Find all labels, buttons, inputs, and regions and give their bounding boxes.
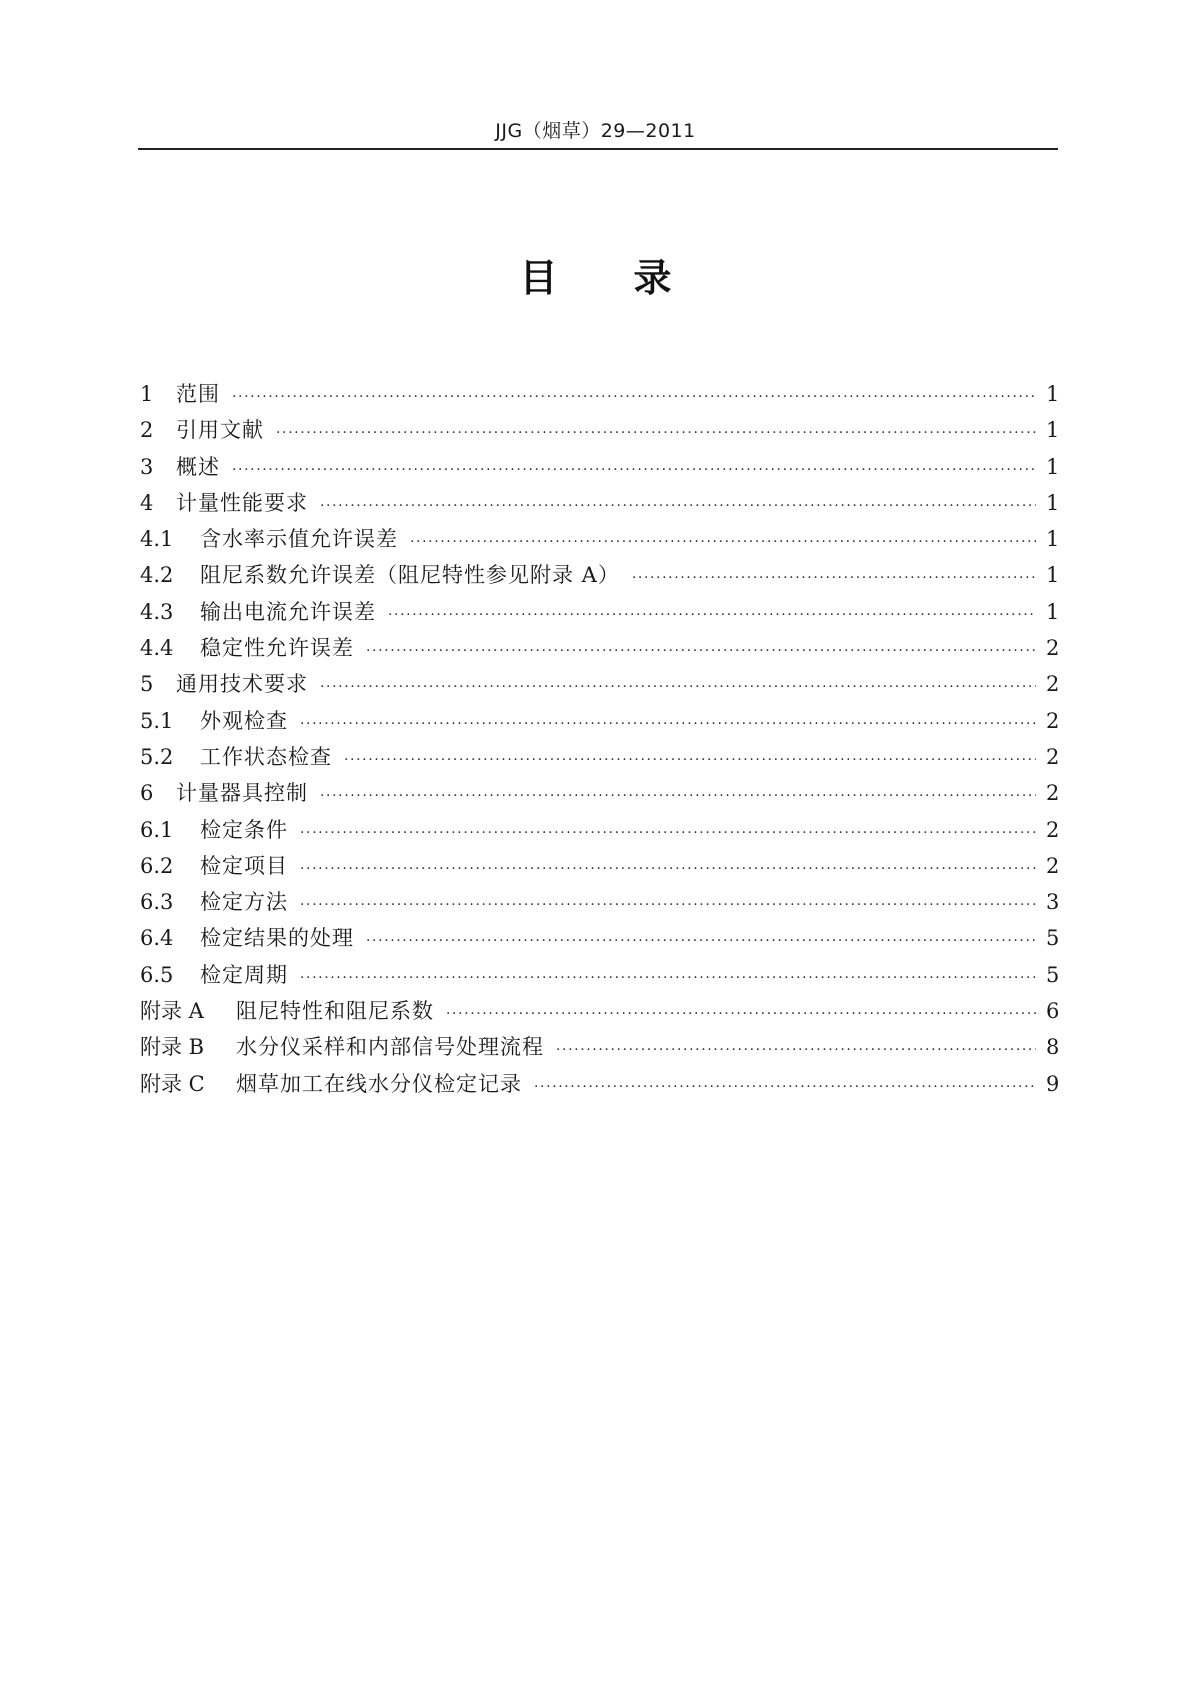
toc-entry-page: 5 — [1046, 962, 1060, 987]
toc-entry[interactable] — [140, 412, 1058, 448]
toc-entry-title: 外观检查 — [200, 708, 288, 733]
toc-entry-page: 1 — [1046, 418, 1060, 443]
toc-entry-title: 计量器具控制 — [176, 781, 308, 806]
toc-entry[interactable] — [140, 775, 1058, 811]
toc-dot-leader — [366, 923, 1036, 959]
toc-entry-title: 水分仪采样和内部信号处理流程 — [236, 1035, 544, 1060]
document-code: JJG（烟草）29—2011 — [495, 120, 696, 142]
toc-dot-leader — [300, 851, 1036, 887]
toc-entry[interactable] — [140, 739, 1058, 775]
toc-entry[interactable] — [140, 594, 1058, 630]
toc-entry-page: 2 — [1046, 708, 1060, 733]
toc-dot-leader — [320, 778, 1036, 814]
page-title: 目录 — [519, 256, 748, 300]
toc-dot-leader — [276, 415, 1036, 451]
toc-entry[interactable] — [140, 884, 1058, 920]
toc-entry-number: 附录 A — [140, 999, 204, 1024]
toc-dot-leader — [320, 488, 1036, 524]
toc-entry-number: 附录 B — [140, 1035, 205, 1060]
toc-entry-page: 2 — [1046, 781, 1060, 806]
toc-entry-number: 6.1 — [140, 817, 174, 842]
toc-entry[interactable] — [140, 957, 1058, 993]
toc-entry-title: 工作状态检查 — [200, 744, 332, 769]
toc-entry-page: 6 — [1046, 999, 1060, 1024]
toc-dot-leader — [366, 633, 1036, 669]
toc-entry[interactable] — [140, 703, 1058, 739]
toc-entry[interactable] — [140, 993, 1058, 1029]
toc-entry-number: 2 — [140, 418, 154, 443]
toc-entry-page: 2 — [1046, 817, 1060, 842]
toc-entry-title: 阻尼特性和阻尼系数 — [236, 999, 434, 1024]
toc-entry[interactable] — [140, 920, 1058, 956]
toc-dot-leader — [300, 815, 1036, 851]
toc-entry[interactable] — [140, 485, 1058, 521]
toc-entry[interactable] — [140, 1066, 1058, 1102]
toc-entry-title: 含水率示值允许误差 — [200, 527, 398, 552]
toc-entry-number: 6 — [140, 781, 154, 806]
toc-dot-leader — [632, 560, 1036, 596]
toc-entry-page: 1 — [1046, 454, 1060, 479]
toc-entry-number: 4.2 — [140, 563, 174, 588]
toc-entry[interactable] — [140, 848, 1058, 884]
toc-entry[interactable] — [140, 557, 1058, 593]
toc-entry-page: 2 — [1046, 636, 1060, 661]
toc-entry-title: 通用技术要求 — [176, 672, 308, 697]
toc-entry-number: 1 — [140, 382, 154, 406]
toc-entry-title: 稳定性允许误差 — [200, 636, 354, 661]
toc-entry-title: 检定周期 — [200, 962, 288, 987]
toc-dot-leader — [300, 960, 1036, 996]
toc-entry[interactable] — [140, 1029, 1058, 1065]
toc-entry-number: 5.2 — [140, 744, 174, 769]
toc-entry-number: 6.3 — [140, 890, 174, 915]
toc-entry-title: 范围 — [176, 382, 220, 406]
toc-dot-leader — [446, 996, 1036, 1032]
toc-entry[interactable] — [140, 449, 1058, 485]
toc-entry-title: 烟草加工在线水分仪检定记录 — [236, 1071, 522, 1096]
toc-entry-page: 2 — [1046, 853, 1060, 878]
toc-dot-leader — [410, 524, 1036, 560]
toc-entry[interactable] — [140, 812, 1058, 848]
toc-entry-title: 阻尼系数允许误差（阻尼特性参见附录 A） — [200, 563, 620, 588]
toc-entry-title: 检定结果的处理 — [200, 926, 354, 951]
header-rule — [138, 148, 1058, 150]
toc-entry-page: 9 — [1046, 1071, 1060, 1096]
toc-entry-number: 5 — [140, 672, 154, 697]
toc-entry-page: 2 — [1046, 744, 1060, 769]
toc-dot-leader — [344, 742, 1036, 778]
toc-entry-number: 4 — [140, 490, 154, 515]
toc-entry-page: 1 — [1046, 599, 1060, 624]
toc-dot-leader — [300, 706, 1036, 742]
toc-entry[interactable] — [140, 630, 1058, 666]
toc-dot-leader — [556, 1032, 1036, 1068]
table-of-contents — [140, 376, 1058, 1102]
toc-entry[interactable] — [140, 376, 1058, 412]
toc-dot-leader — [300, 887, 1036, 923]
toc-entry-number: 5.1 — [140, 708, 174, 733]
toc-dot-leader — [232, 452, 1036, 488]
toc-entry-title: 输出电流允许误差 — [200, 599, 376, 624]
toc-dot-leader — [232, 379, 1036, 415]
toc-dot-leader — [534, 1069, 1036, 1105]
toc-entry-title: 检定条件 — [200, 817, 288, 842]
toc-entry-title: 检定项目 — [200, 853, 288, 878]
toc-entry-page: 1 — [1046, 527, 1060, 552]
toc-entry-page: 5 — [1046, 926, 1060, 951]
toc-entry-page: 3 — [1046, 890, 1060, 915]
toc-entry-number: 3 — [140, 454, 154, 479]
toc-entry-number: 6.4 — [140, 926, 174, 951]
toc-entry-page: 1 — [1046, 490, 1060, 515]
toc-entry-number: 4.3 — [140, 599, 174, 624]
toc-dot-leader — [388, 597, 1036, 633]
toc-entry-title: 引用文献 — [176, 418, 264, 443]
toc-entry-page: 8 — [1046, 1035, 1060, 1060]
toc-entry-number: 6.5 — [140, 962, 174, 987]
toc-entry-title: 计量性能要求 — [176, 490, 308, 515]
toc-entry-page: 1 — [1046, 382, 1060, 406]
toc-entry-page: 2 — [1046, 672, 1060, 697]
toc-entry-number: 附录 C — [140, 1071, 205, 1096]
toc-entry[interactable] — [140, 521, 1058, 557]
toc-entry-title: 检定方法 — [200, 890, 288, 915]
toc-entry-number: 4.4 — [140, 636, 174, 661]
toc-entry-title: 概述 — [176, 454, 220, 479]
toc-entry-page: 1 — [1046, 563, 1060, 588]
toc-dot-leader — [320, 669, 1036, 705]
toc-entry-number: 4.1 — [140, 527, 174, 552]
toc-entry[interactable] — [140, 666, 1058, 702]
toc-entry-number: 6.2 — [140, 853, 174, 878]
